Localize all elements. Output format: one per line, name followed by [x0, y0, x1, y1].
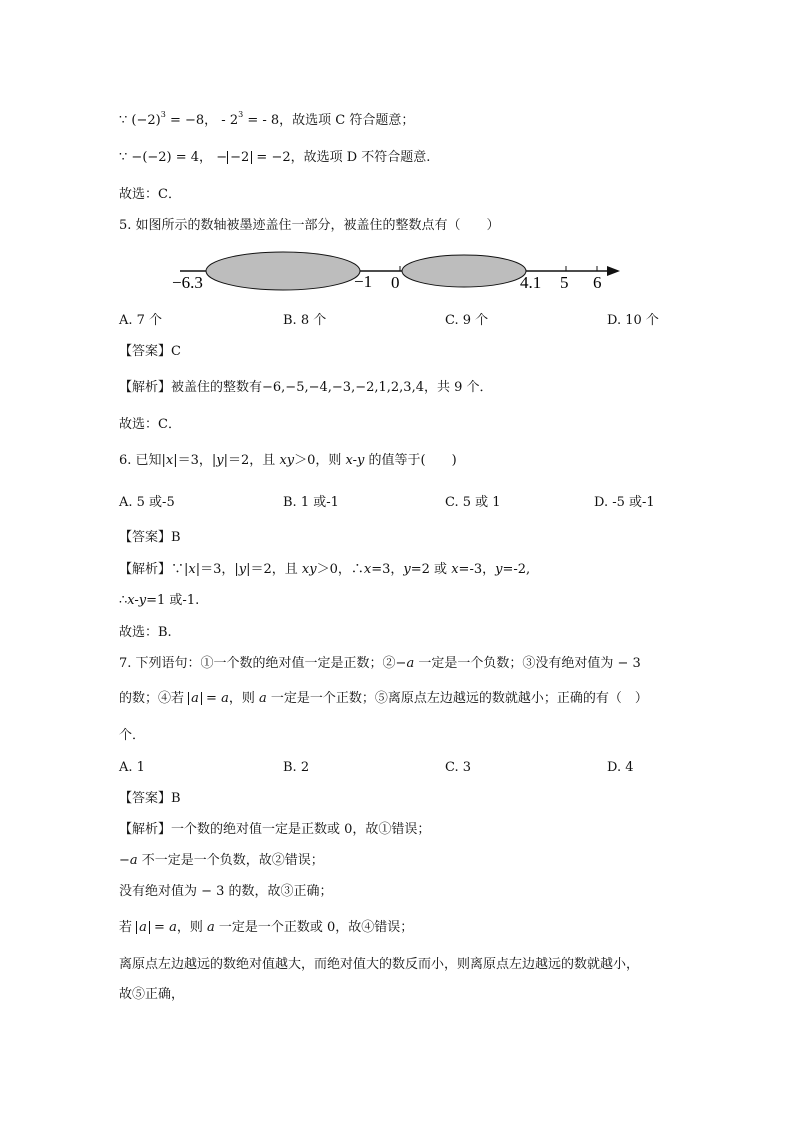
- solution-line-c: ∵ $(-2)^3 = -8$， - $2^3$ = - 8，故选项 C 符合题意；: [119, 110, 415, 128]
- q6-analysis: 【解析】∵|x|＝3，|y|＝2，且 xy＞0，∴x=3，y=2 或 x=-3，y=-2,: [119, 562, 531, 577]
- number-line-figure: [170, 250, 630, 295]
- q7-analysis-3: 没有绝对值为 − 3 的数，故③正确；: [119, 884, 333, 899]
- q6-answer: 【答案】B: [119, 530, 181, 545]
- ink-blot-right: [402, 255, 526, 287]
- q7-analysis-4: 若 a = a，则 a 一定是一个正数或 0，故④错误；: [119, 920, 414, 935]
- solution-conclusion: 故选：C．: [119, 187, 181, 202]
- axis-label: 6: [593, 273, 602, 292]
- q6-question: 6. 已知|x|＝3，|y|＝2，且 xy＞0，则 x-y 的值等于( ): [119, 453, 457, 468]
- q7-option-d: D. 4: [607, 760, 634, 775]
- q7-option-c: C. 3: [445, 760, 472, 775]
- axis-label: −6.3: [172, 273, 203, 292]
- q7-analysis-2: −a 不一定是一个负数，故②错误；: [119, 853, 324, 868]
- q6-option-a: A. 5 或-5: [119, 495, 175, 510]
- q7-option-b: B. 2: [283, 760, 310, 775]
- q7-analysis-6: 故⑤正确，: [119, 987, 185, 1002]
- q7-question-line2: 的数；④若 a = a，则 a 一定是一个正数；⑤离原点左边越远的数就越小；正确的有（ ）: [119, 691, 648, 706]
- q6-option-c: C. 5 或 1: [445, 495, 501, 510]
- q5-option-d: D. 10 个: [607, 313, 659, 328]
- q7-answer: 【答案】B: [119, 791, 181, 806]
- q5-analysis: 【解析】被盖住的整数有−6,−5,−4,−3,−2,1,2,3,4，共 9 个．: [119, 380, 493, 395]
- solution-line-d: ∵ −(−2) = 4， − −2 = −2，故选项 D 不符合题意.: [119, 150, 431, 165]
- q5-option-a: A. 7 个: [119, 313, 163, 328]
- q6-conclusion: 故选：B.: [119, 625, 172, 640]
- axis-label: 0: [391, 273, 400, 292]
- q5-conclusion: 故选：C．: [119, 417, 181, 432]
- ink-blot-left: [206, 252, 360, 290]
- q6-option-b: B. 1 或-1: [283, 495, 339, 510]
- q5-answer: 【答案】C: [119, 344, 181, 359]
- q7-question-line1: 7. 下列语句：①一个数的绝对值一定是正数；②−a 一定是一个负数；③没有绝对值为 − 3: [119, 656, 641, 671]
- q5-option-b: B. 8 个: [283, 313, 327, 328]
- q6-option-d: D. -5 或-1: [594, 495, 655, 510]
- q7-question-line3: 个．: [119, 728, 146, 743]
- axis-label: −1: [354, 272, 373, 291]
- q5-option-c: C. 9 个: [445, 313, 489, 328]
- q6-analysis-line2: ∴x-y=1 或-1.: [119, 593, 200, 608]
- q5-question: 5. 如图所示的数轴被墨迹盖住一部分，被盖住的整数点有（ ）: [119, 218, 500, 233]
- q7-option-a: A. 1: [119, 760, 145, 775]
- q7-analysis-1: 【解析】一个数的绝对值一定是正数或 0，故①错误；: [119, 822, 431, 837]
- q7-analysis-5: 离原点左边越远的数绝对值越大，而绝对值大的数反而小，则离原点左边越远的数就越小，: [119, 957, 640, 972]
- axis-label: 4.1: [520, 273, 542, 292]
- axis-label: 5: [560, 273, 569, 292]
